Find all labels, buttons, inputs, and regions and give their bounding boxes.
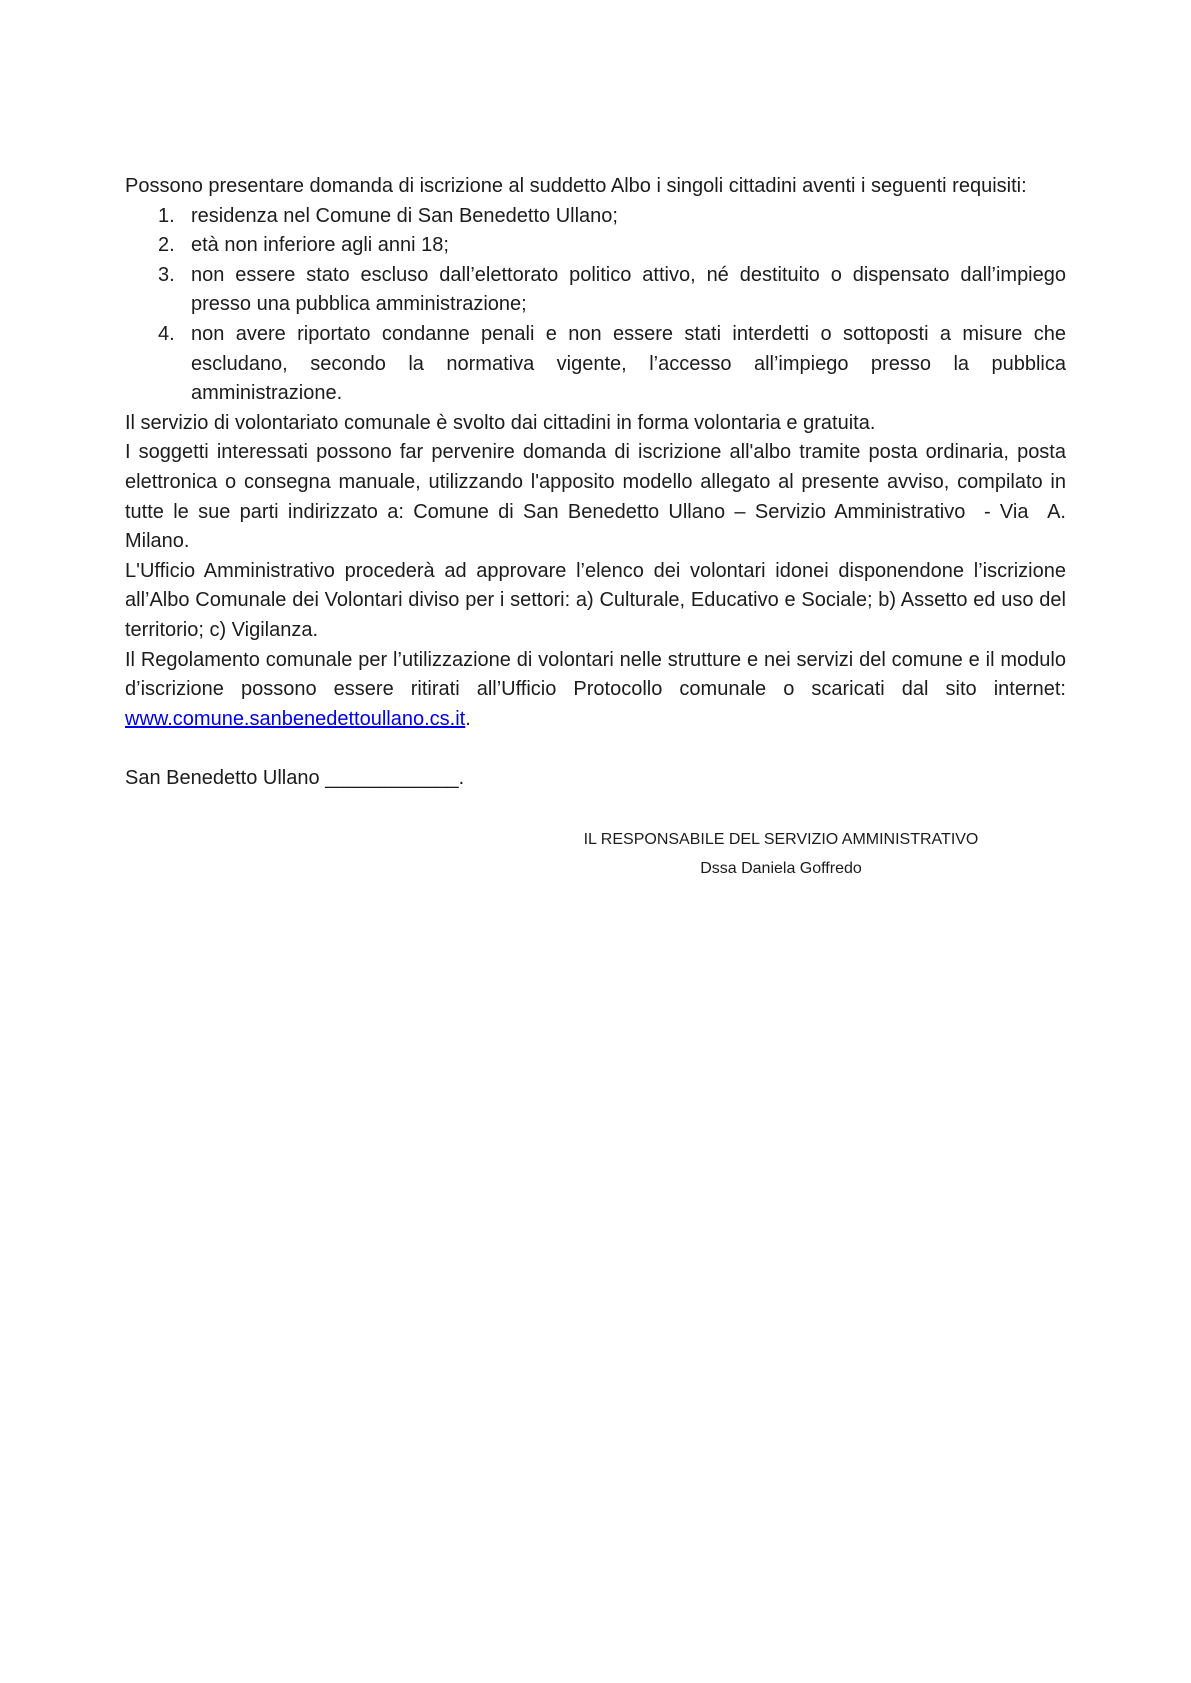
blank-line bbox=[125, 734, 1066, 764]
ufficio-paragraph: L'Ufficio Amministrativo procederà ad approvare l’elenco dei volontari idonei disponendone l’iscrizione all’Albo Comunale dei Volontari diviso per i settori: a) Culturale, Educativo e Sociale; b) Assetto ed uso del territorio; c) Vigilanza. bbox=[125, 559, 1066, 641]
list-number: 3. bbox=[158, 263, 175, 286]
requirement-text: residenza nel Comune di San Benedetto Ullano; bbox=[191, 204, 618, 227]
signature-block bbox=[516, 825, 1046, 883]
requirements-list bbox=[125, 202, 1066, 409]
requirement-item-2 bbox=[125, 231, 1066, 261]
signature-name: Dssa Daniela Goffredo bbox=[700, 859, 862, 877]
list-number: 1. bbox=[158, 204, 175, 227]
sentence-period: . bbox=[465, 707, 471, 730]
requirement-item-4 bbox=[125, 320, 1066, 409]
document-content bbox=[125, 172, 1066, 883]
requirement-text: non essere stato escluso dall’elettorato politico attivo, né destituito o dispensato dall’impiego presso una pubblica amministrazione; bbox=[191, 263, 1066, 316]
intro-paragraph: Possono presentare domanda di iscrizione al suddetto Albo i singoli cittadini aventi i seguenti requisiti: bbox=[125, 175, 1027, 197]
website-link[interactable]: www.comune.sanbenedettoullano.cs.it bbox=[125, 707, 466, 730]
regolamento-paragraph bbox=[125, 646, 1066, 735]
list-number: 4. bbox=[158, 322, 175, 345]
requirement-text: non avere riportato condanne penali e non essere stati interdetti o sottoposti a misure che escludano, secondo la normativa vigente, l’accesso all’impiego presso la pubblica amministrazione. bbox=[191, 322, 1066, 405]
place-date-line: San Benedetto Ullano ____________. bbox=[125, 767, 465, 790]
list-number: 2. bbox=[158, 234, 175, 257]
signature-title: IL RESPONSABILE DEL SERVIZIO AMMINISTRATIVO bbox=[583, 830, 979, 848]
regolamento-text: Il Regolamento comunale per l’utilizzazione di volontari nelle strutture e nei servizi del comune e il modulo d’iscrizione possono essere ritirati all’Ufficio Protocollo comunale o scaricati dal sito internet: bbox=[125, 648, 1066, 701]
requirement-item-1 bbox=[125, 202, 1066, 232]
soggetti-paragraph: I soggetti interessati possono far pervenire domanda di iscrizione all'albo tramite posta ordinaria, posta elettronica o consegna manuale, utilizzando l'apposito modello allegato al presente avviso, compilato in tutte le sue parti indirizzato a: Comune di San Benedetto Ullano – Servizio Amministrativo - Via A. Milano. bbox=[125, 441, 1066, 553]
requirement-item-3 bbox=[125, 261, 1066, 320]
servizio-paragraph: Il servizio di volontariato comunale è svolto dai cittadini in forma volontaria e gratuita. bbox=[125, 411, 876, 434]
requirement-text: età non inferiore agli anni 18; bbox=[191, 234, 449, 257]
